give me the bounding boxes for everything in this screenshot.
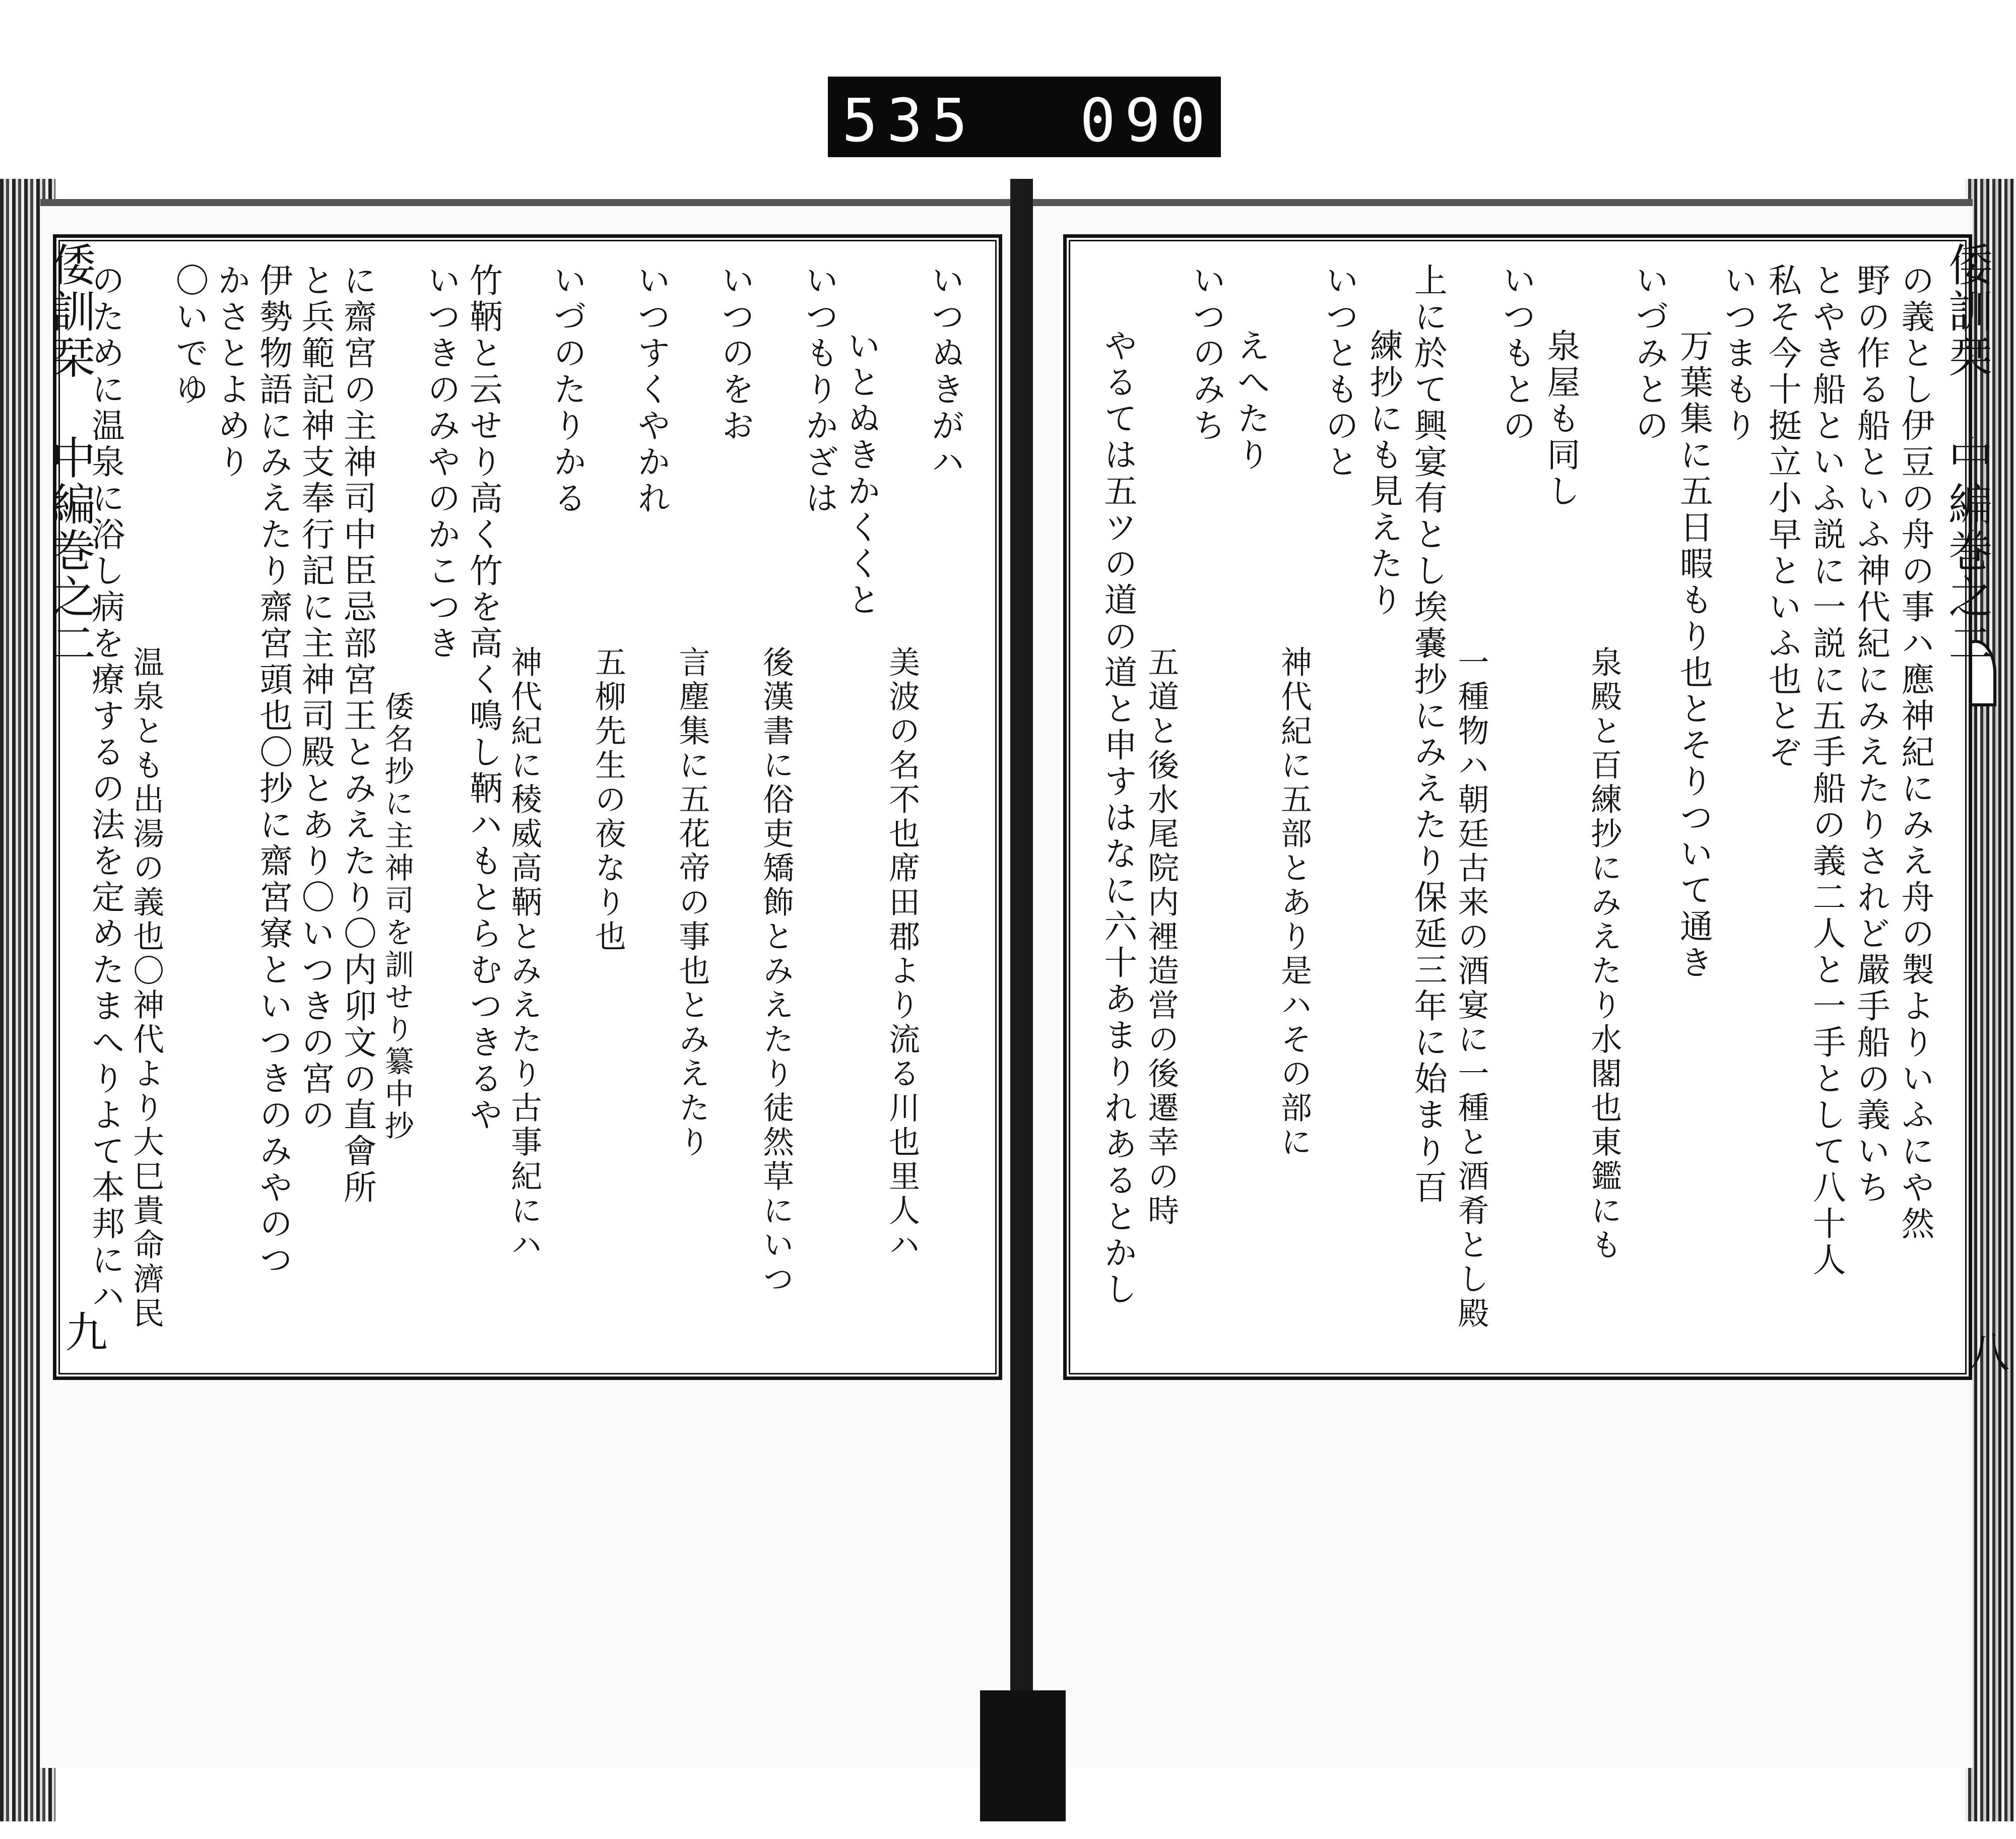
text-column: 伊勢物語にみえたり齋宮頭也〇抄に齋宮寮といつきのみやのつ [253, 263, 293, 1279]
frame-number: 090. [1080, 86, 1260, 155]
left-page-number: 九 [58, 1310, 108, 1352]
left-edge-title: 倭訓栞 中編巻之二 [44, 242, 96, 667]
text-column: いつのみち [1187, 263, 1226, 444]
text-column: と兵範記神支奉行記に主神司殿とあり〇いつきの宮の [296, 263, 335, 1134]
text-column: 〇いでゆ [170, 263, 209, 408]
microfilm-frame-label [828, 77, 1260, 157]
gutter-shadow [980, 1690, 1066, 1821]
text-column: 万葉集に五日暇もり也とそりついて通き [1674, 329, 1713, 981]
text-column: 温泉とも出湯の義也〇神代より大巳貴命濟民 [127, 646, 165, 1331]
text-column: に齋宮の主神司中臣忌部宮王とみえたり〇内卯文の直會所 [338, 263, 377, 1206]
right-page-number: 八 [1961, 1330, 2010, 1372]
text-column: 竹鞆と云せり高く竹を高く鳴し鞆ハもとらむつきるや [464, 263, 503, 1134]
text-column: 泉殿と百練抄にみえたり水閣也東鑑にも [1585, 646, 1622, 1263]
text-column: 神代紀に五部とあり是ハその部に [1275, 646, 1313, 1160]
text-column: 一種物ハ朝廷古来の酒宴に一種と酒肴とし殿 [1453, 646, 1490, 1331]
book-gutter [1010, 179, 1033, 1821]
text-column: の義とし伊豆の舟の事ハ應神紀にみえ舟の製よりいふにや然 [1896, 263, 1934, 1242]
text-column: いつきのみやのかこつき [422, 263, 461, 662]
right-edge-title: 倭訓栞 中編巻之二 [1941, 242, 1993, 667]
text-column: いづみとの [1630, 263, 1669, 444]
right-text-frame [1063, 234, 1972, 1380]
text-column: いとぬきかくくと [841, 329, 881, 619]
text-column: えへたり [1231, 329, 1270, 474]
text-column: とやき船といふ説に一説に五手船の義二人と一手として八十人 [1807, 263, 1846, 1279]
left-text-frame [53, 234, 1002, 1380]
text-column: いつぬきがハ [926, 263, 964, 481]
text-column: 五柳先生の夜なり也 [590, 646, 627, 954]
text-column: 野の作る船といふ神代紀にみえたりされど嚴手船の義いち [1851, 263, 1891, 1206]
text-column: 神代紀に稜威高鞆とみえたり古事紀にハ [505, 646, 543, 1263]
text-column: 泉屋も同し [1541, 329, 1580, 510]
text-column: いつもとの [1497, 263, 1536, 444]
text-column: いつとものと [1320, 263, 1359, 481]
text-column: 後漢書に俗吏矯飾とみえたり徒然草にいつ [757, 646, 795, 1297]
text-column: やるては五ツの道の道と申すはなに六十あまりれあるとかし [1098, 329, 1137, 1308]
text-column: いつもりかざは [800, 263, 838, 517]
text-column: いつのをお [716, 263, 755, 444]
text-column: 美波の名不也席田郡より流る川也里人ハ [883, 646, 921, 1263]
text-column: いつまもり [1718, 263, 1758, 444]
text-column: 練抄にも見えたり [1364, 329, 1403, 619]
text-column: いづのたりかる [548, 263, 587, 517]
text-column: 倭名抄に主神司を訓せり纂中抄 [379, 691, 414, 1143]
reel-number: 535 [842, 86, 977, 155]
text-column: かさとよめり [212, 263, 251, 481]
text-column: 言塵集に五花帝の事也とみえたり [674, 646, 710, 1160]
text-column: 五道と後水尾院内裡造営の後遷幸の時 [1142, 646, 1180, 1228]
text-column: 上に於て興宴有とし埃嚢抄にみえたり保延三年に始まり百 [1408, 263, 1448, 1206]
text-column: 私そ今十挺立小早といふ也とぞ [1763, 263, 1802, 771]
text-column: のために温泉に浴し病を療するの法を定めたまへりよて本邦にハ [86, 263, 125, 1315]
text-column: いつすくやかれ [631, 263, 671, 517]
